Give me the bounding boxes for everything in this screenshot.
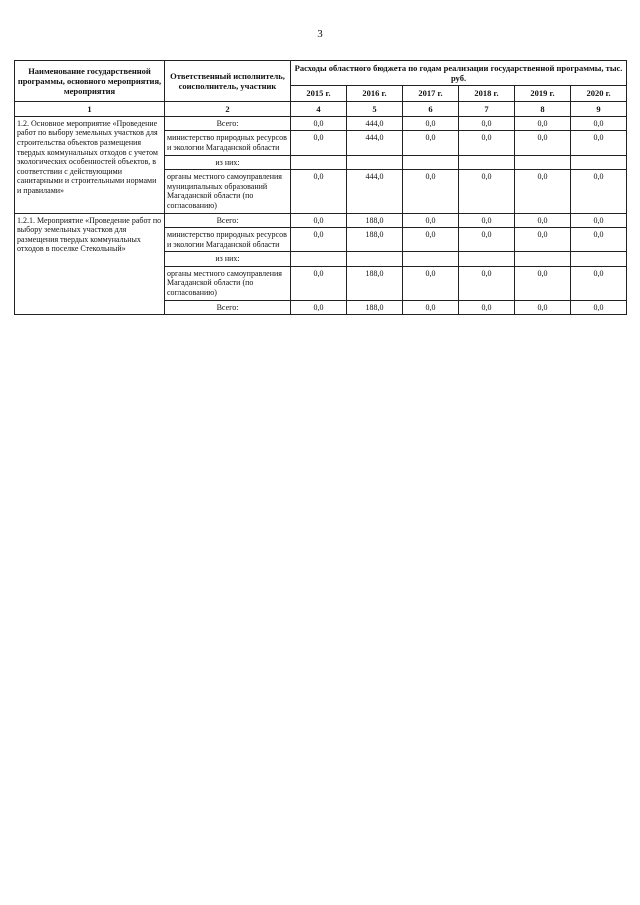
value-cell [571, 155, 627, 170]
page-number: 3 [317, 28, 323, 40]
executor-cell: из них: [165, 252, 291, 267]
value-cell [291, 155, 347, 170]
value-cell: 0,0 [291, 131, 347, 155]
value-cell: 0,0 [291, 228, 347, 252]
value-cell: 0,0 [459, 116, 515, 131]
column-number: 4 [291, 101, 347, 116]
value-cell: 0,0 [403, 213, 459, 228]
value-cell [347, 252, 403, 267]
value-cell: 0,0 [291, 116, 347, 131]
value-cell: 444,0 [347, 170, 403, 213]
value-cell: 0,0 [403, 228, 459, 252]
column-number: 7 [459, 101, 515, 116]
value-cell: 0,0 [571, 116, 627, 131]
value-cell: 188,0 [347, 300, 403, 315]
value-cell: 0,0 [515, 300, 571, 315]
value-cell: 0,0 [571, 228, 627, 252]
value-cell: 0,0 [403, 266, 459, 300]
executor-cell: органы местного самоуправления Магаданской области (по согласованию) [165, 266, 291, 300]
value-cell [515, 252, 571, 267]
executor-cell: Всего: [165, 213, 291, 228]
value-cell [515, 155, 571, 170]
value-cell: 0,0 [291, 300, 347, 315]
activity-name-cell: 1.2.1. Мероприятие «Проведение работ по выбору земельных участков для размещения твердых коммунальных отходов в поселке Стекольный» [15, 213, 165, 315]
header-year: 2015 г. [291, 86, 347, 101]
value-cell: 0,0 [403, 170, 459, 213]
value-cell: 0,0 [515, 170, 571, 213]
header-year: 2020 г. [571, 86, 627, 101]
value-cell: 0,0 [403, 300, 459, 315]
value-cell [571, 252, 627, 267]
value-cell: 0,0 [459, 131, 515, 155]
value-cell: 0,0 [571, 213, 627, 228]
value-cell: 188,0 [347, 213, 403, 228]
value-cell: 0,0 [571, 131, 627, 155]
executor-cell: из них: [165, 155, 291, 170]
header-year: 2018 г. [459, 86, 515, 101]
value-cell: 0,0 [515, 131, 571, 155]
value-cell: 0,0 [515, 213, 571, 228]
value-cell [459, 155, 515, 170]
executor-cell: Всего: [165, 116, 291, 131]
value-cell [347, 155, 403, 170]
executor-cell: Всего: [165, 300, 291, 315]
value-cell: 0,0 [291, 170, 347, 213]
column-number: 2 [165, 101, 291, 116]
header-year: 2017 г. [403, 86, 459, 101]
table-row [15, 213, 627, 228]
value-cell: 0,0 [291, 213, 347, 228]
value-cell: 0,0 [571, 300, 627, 315]
column-number: 5 [347, 101, 403, 116]
executor-cell: министерство природных ресурсов и экологии Магаданской области [165, 228, 291, 252]
table-body [15, 116, 627, 315]
value-cell [403, 252, 459, 267]
value-cell: 0,0 [459, 300, 515, 315]
value-cell: 0,0 [459, 266, 515, 300]
value-cell: 0,0 [459, 228, 515, 252]
column-number: 8 [515, 101, 571, 116]
header-year: 2019 г. [515, 86, 571, 101]
value-cell: 0,0 [515, 116, 571, 131]
value-cell: 0,0 [291, 266, 347, 300]
executor-cell: органы местного самоуправления муниципальных образований Магаданской области (по согласованию) [165, 170, 291, 213]
value-cell: 188,0 [347, 266, 403, 300]
value-cell: 188,0 [347, 228, 403, 252]
value-cell: 0,0 [571, 170, 627, 213]
value-cell: 0,0 [571, 266, 627, 300]
value-cell [291, 252, 347, 267]
value-cell: 0,0 [459, 170, 515, 213]
activity-name-cell: 1.2. Основное мероприятие «Проведение работ по выбору земельных участков для строительства объектов размещения твердых коммунальных отходов с учетом экологических особенностей объектов, в соответствии с действующими санитарными и строительными нормами и правилами» [15, 116, 165, 213]
value-cell [403, 155, 459, 170]
value-cell [459, 252, 515, 267]
column-number: 9 [571, 101, 627, 116]
value-cell: 0,0 [403, 116, 459, 131]
header-year: 2016 г. [347, 86, 403, 101]
value-cell: 0,0 [403, 131, 459, 155]
value-cell: 0,0 [459, 213, 515, 228]
header-expenses: Расходы областного бюджета по годам реализации государственной программы, тыс. руб. [291, 61, 627, 86]
column-number: 6 [403, 101, 459, 116]
budget-table [14, 60, 627, 315]
value-cell: 0,0 [515, 266, 571, 300]
header-name: Наименование государственной программы, основного мероприятия, мероприятия [15, 61, 165, 102]
value-cell: 444,0 [347, 131, 403, 155]
value-cell: 0,0 [515, 228, 571, 252]
table-row [15, 116, 627, 131]
header-executor: Ответственный исполнитель, соисполнитель, участник [165, 61, 291, 102]
executor-cell: министерство природных ресурсов и экологии Магаданской области [165, 131, 291, 155]
value-cell: 444,0 [347, 116, 403, 131]
column-number: 1 [15, 101, 165, 116]
